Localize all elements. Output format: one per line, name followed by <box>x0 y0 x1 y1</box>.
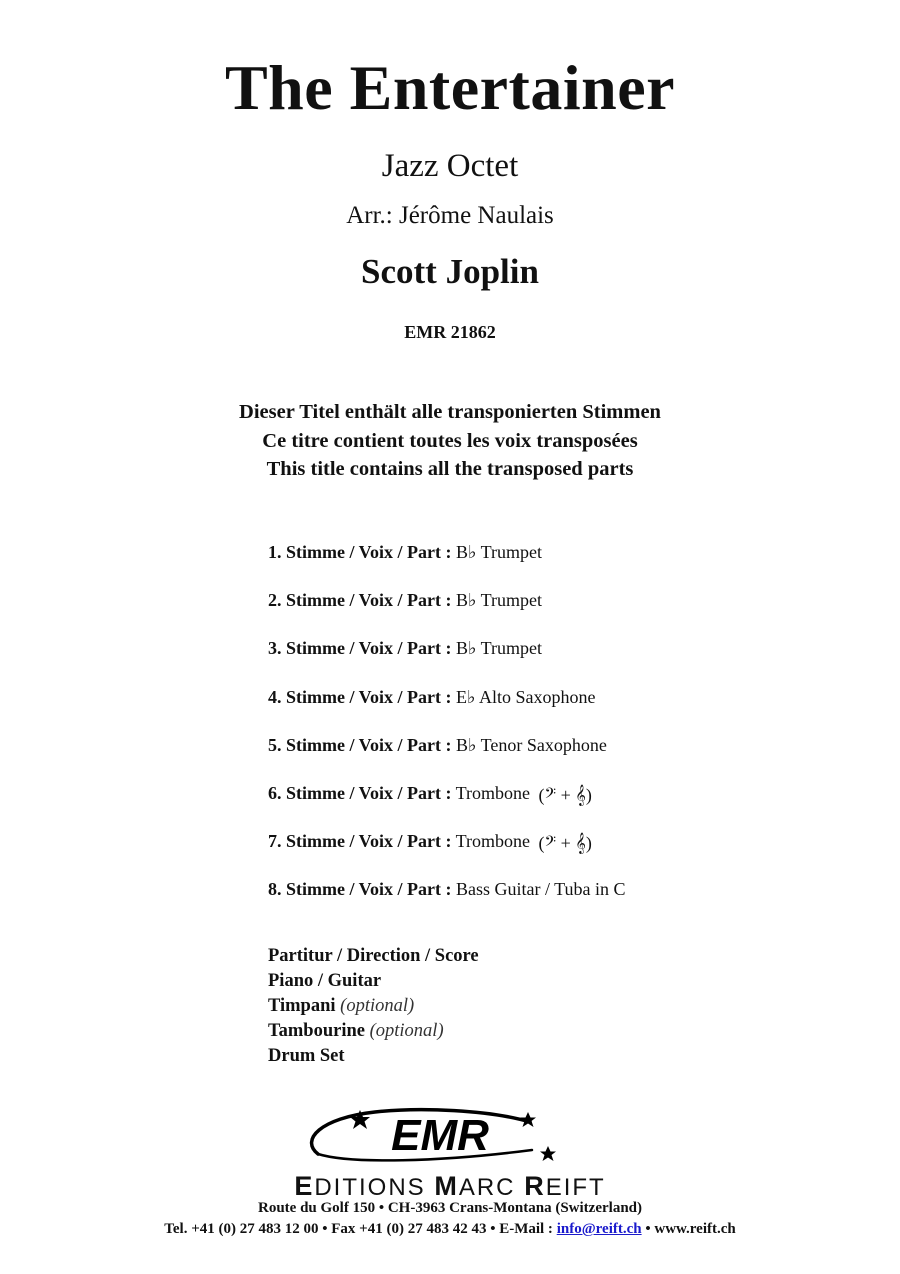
part-label: 1. Stimme / Voix / Part : <box>268 542 452 562</box>
extra-part-name: Partitur / Direction / Score <box>268 946 479 966</box>
part-row <box>268 683 868 731</box>
transposition-notes <box>0 398 900 484</box>
extra-part-note: (optional) <box>369 1021 444 1041</box>
part-instrument: B♭ Trumpet <box>455 638 543 659</box>
extra-part <box>268 1019 868 1044</box>
arranger: Arr.: Jérôme Naulais <box>346 202 554 229</box>
note-line-english: This title contains all the transposed parts <box>266 458 634 480</box>
part-row <box>268 731 868 779</box>
publisher-name-initial: R <box>524 1171 546 1201</box>
part-instrument: Trombone <box>455 782 531 803</box>
part-row <box>268 538 868 586</box>
part-instrument: Trombone <box>455 831 531 852</box>
email-link[interactable]: info@reift.ch <box>556 1221 642 1237</box>
part-instrument: B♭ Trumpet <box>455 590 543 611</box>
catalog-number: EMR 21862 <box>404 322 496 342</box>
part-row <box>268 827 868 875</box>
publisher-name-initial: M <box>434 1171 459 1201</box>
extra-parts-list <box>268 944 868 1069</box>
subtitle: Jazz Octet <box>381 148 519 184</box>
note-line-french: Ce titre contient toutes les voix transposées <box>262 429 638 452</box>
publisher-name-part: DITIONS <box>314 1174 435 1201</box>
clef-icons: (𝄢 + 𝄞) <box>538 784 592 805</box>
extra-part-name: Tambourine <box>268 1021 365 1041</box>
extra-part <box>268 994 868 1019</box>
logo-text: EMR <box>391 1111 489 1160</box>
publisher-name-part: EIFT <box>545 1174 606 1201</box>
extra-part <box>268 944 868 969</box>
extra-part-note: (optional) <box>340 996 415 1016</box>
part-instrument: E♭ Alto Saxophone <box>455 686 596 707</box>
extra-part <box>268 969 868 994</box>
part-instrument: Bass Guitar / Tuba in C <box>455 879 626 900</box>
extra-part-name: Piano / Guitar <box>268 971 382 991</box>
part-instrument: B♭ Tenor Saxophone <box>455 734 607 755</box>
part-label: 5. Stimme / Voix / Part : <box>268 734 452 755</box>
publisher-name-part: ARC <box>458 1174 525 1201</box>
extra-part-name: Drum Set <box>268 1046 345 1066</box>
emr-logo <box>300 1104 570 1170</box>
part-label: 2. Stimme / Voix / Part : <box>268 590 452 611</box>
part-row <box>268 875 868 923</box>
page-title: The Entertainer <box>224 52 676 123</box>
composer: Scott Joplin <box>361 252 539 291</box>
part-row <box>268 779 868 827</box>
part-instrument: B♭ Trumpet <box>455 542 543 562</box>
publisher-address: Route du Golf 150 • CH-3963 Crans-Montana (Switzerland) <box>258 1200 642 1216</box>
clef-icons: (𝄢 + 𝄞) <box>538 833 592 854</box>
part-row <box>268 634 868 682</box>
part-row <box>268 586 868 634</box>
note-line-german: Dieser Titel enthält alle transponierten Stimmen <box>239 401 661 423</box>
publisher-name-initial: E <box>294 1171 315 1201</box>
part-label: 3. Stimme / Voix / Part : <box>268 638 452 659</box>
part-label: 4. Stimme / Voix / Part : <box>268 686 452 707</box>
part-label: 8. Stimme / Voix / Part : <box>268 879 452 900</box>
contact-phone-fax: Tel. +41 (0) 27 483 12 00 • Fax +41 (0) 27 483 42 43 • E-Mail : <box>164 1221 553 1237</box>
extra-part-name: Timpani <box>268 996 336 1016</box>
publisher-contact <box>0 1219 900 1239</box>
website-text: • www.reift.ch <box>645 1221 736 1237</box>
part-label: 7. Stimme / Voix / Part : <box>268 831 452 852</box>
part-label: 6. Stimme / Voix / Part : <box>268 782 452 803</box>
parts-list <box>268 538 868 924</box>
extra-part <box>268 1044 868 1069</box>
